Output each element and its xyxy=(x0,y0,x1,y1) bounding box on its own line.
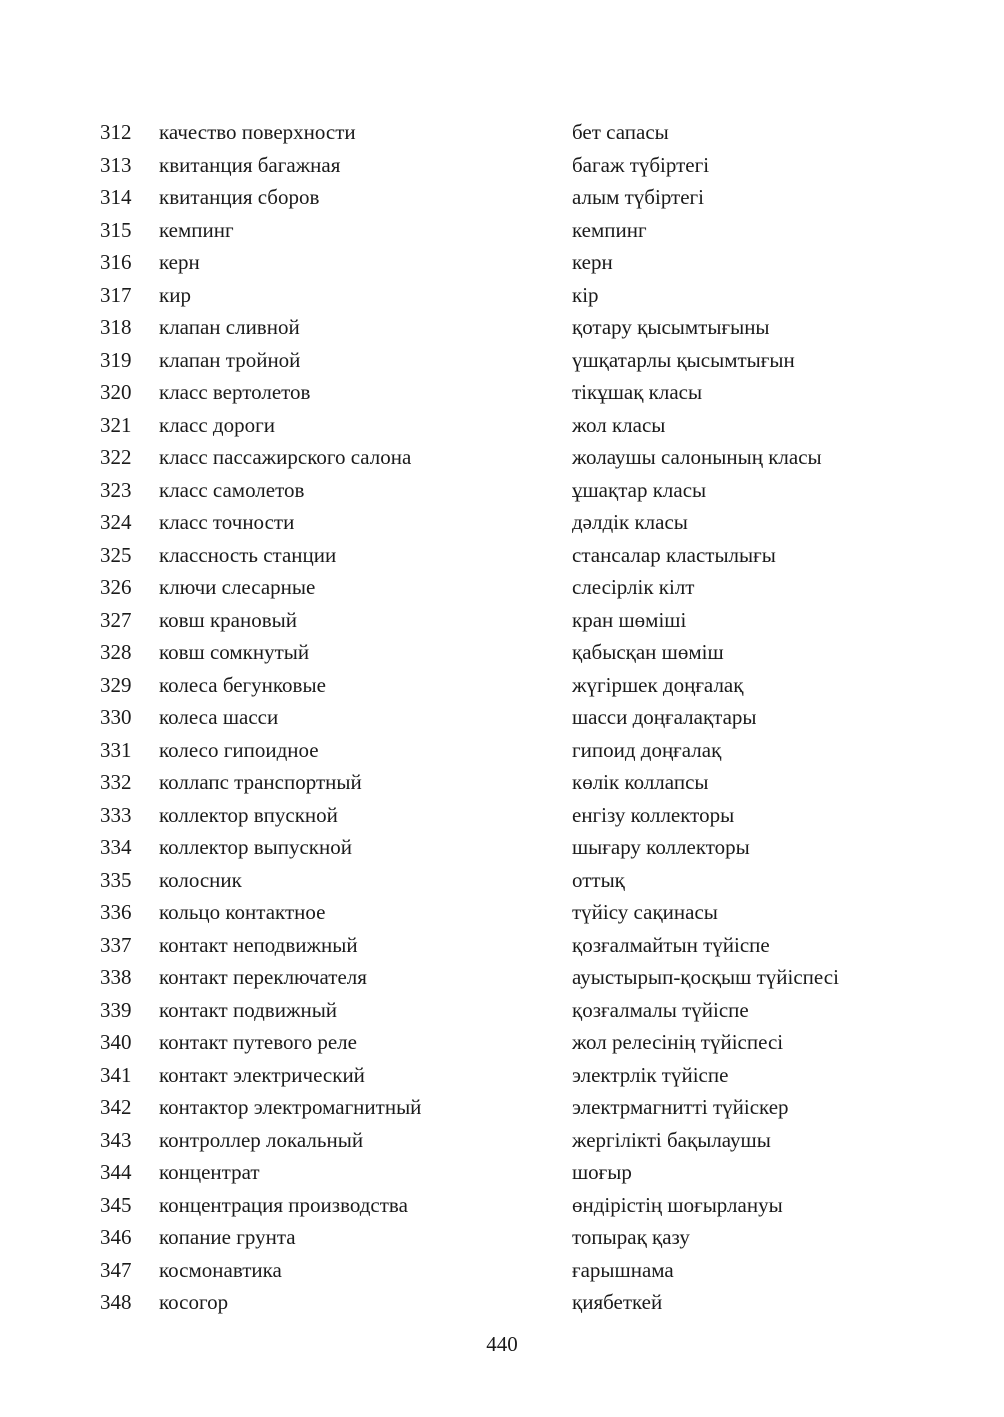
glossary-row xyxy=(0,961,1004,994)
glossary-row xyxy=(0,376,1004,409)
russian-term: классность станции xyxy=(159,542,337,567)
entry-number: 312 xyxy=(100,120,132,144)
russian-term: кир xyxy=(159,282,191,307)
entry-number: 329 xyxy=(100,672,132,697)
russian-term: коллектор впускной xyxy=(159,802,338,827)
glossary-row xyxy=(0,116,1004,149)
entry-number: 343 xyxy=(100,1127,132,1152)
russian-term: коллапс транспортный xyxy=(159,770,362,794)
glossary-row xyxy=(0,246,1004,279)
glossary-row xyxy=(0,831,1004,864)
kazakh-term: жол класы xyxy=(572,412,666,437)
glossary-row xyxy=(0,734,1004,767)
kazakh-term: қиябеткей xyxy=(572,1290,663,1314)
russian-term: коллектор выпускной xyxy=(159,835,352,859)
kazakh-term: слесірлік кілт xyxy=(572,575,695,599)
kazakh-term: ғарышнама xyxy=(572,1257,674,1282)
russian-term: кемпинг xyxy=(159,217,234,242)
kazakh-term: жергілікті бақылаушы xyxy=(572,1127,771,1152)
glossary-row xyxy=(0,149,1004,182)
entry-number: 333 xyxy=(100,802,132,827)
glossary-row xyxy=(0,1091,1004,1124)
glossary-row xyxy=(0,474,1004,507)
russian-term: класс вертолетов xyxy=(159,380,311,404)
glossary-row xyxy=(0,994,1004,1027)
glossary-row xyxy=(0,1156,1004,1189)
russian-term: ключи слесарные xyxy=(159,575,316,599)
kazakh-term: жолаушы салонының класы xyxy=(572,445,822,469)
glossary-row xyxy=(0,604,1004,637)
glossary-row xyxy=(0,311,1004,344)
entry-number: 314 xyxy=(100,185,132,209)
russian-term: концентрат xyxy=(159,1160,260,1184)
kazakh-term: шығару коллекторы xyxy=(572,835,750,859)
glossary-row xyxy=(0,1059,1004,1092)
kazakh-term: кран шөміші xyxy=(572,607,687,632)
kazakh-term: үшқатарлы қысымтығын xyxy=(572,347,795,372)
kazakh-term: қотару қысымтығыны xyxy=(572,315,770,339)
entry-number: 318 xyxy=(100,315,132,339)
entry-number: 327 xyxy=(100,607,132,632)
entry-number: 341 xyxy=(100,1062,132,1087)
glossary-row xyxy=(0,636,1004,669)
russian-term: ковш крановый xyxy=(159,607,297,632)
kazakh-term: электрмагнитті түйіскер xyxy=(572,1095,789,1119)
kazakh-term: ұшақтар класы xyxy=(572,477,707,502)
entry-number: 339 xyxy=(100,997,132,1022)
glossary-row xyxy=(0,701,1004,734)
entry-number: 340 xyxy=(100,1030,132,1054)
kazakh-term: қабысқан шөміш xyxy=(572,640,724,664)
page-number: 440 xyxy=(486,1332,518,1356)
russian-term: класс дороги xyxy=(159,412,275,437)
russian-term: косогор xyxy=(159,1290,229,1314)
kazakh-term: топырақ қазу xyxy=(572,1225,690,1249)
russian-term: качество поверхности xyxy=(159,120,356,144)
entry-number: 344 xyxy=(100,1160,132,1184)
entry-number: 337 xyxy=(100,932,132,957)
kazakh-term: түйісу сақинасы xyxy=(572,900,718,924)
glossary-row xyxy=(0,929,1004,962)
kazakh-term: электрлік түйіспе xyxy=(572,1062,729,1087)
kazakh-term: енгізу коллекторы xyxy=(572,802,735,827)
glossary-row xyxy=(0,864,1004,897)
entry-number: 322 xyxy=(100,445,132,469)
entry-number: 345 xyxy=(100,1192,132,1217)
glossary-row xyxy=(0,539,1004,572)
kazakh-term: шасси доңғалақтары xyxy=(572,705,757,729)
russian-term: клапан сливной xyxy=(159,315,300,339)
entry-number: 323 xyxy=(100,477,132,502)
russian-term: контроллер локальный xyxy=(159,1127,364,1152)
russian-term: кольцо контактное xyxy=(159,900,326,924)
glossary-row xyxy=(0,1221,1004,1254)
glossary-row xyxy=(0,279,1004,312)
entry-number: 315 xyxy=(100,217,132,242)
russian-term: контакт электрический xyxy=(159,1062,365,1087)
kazakh-term: бет сапасы xyxy=(572,120,669,144)
glossary-row xyxy=(0,571,1004,604)
entry-number: 334 xyxy=(100,835,132,859)
kazakh-term: өндірістің шоғырлануы xyxy=(572,1192,783,1217)
entry-number: 320 xyxy=(100,380,132,404)
russian-term: колеса шасси xyxy=(159,705,279,729)
kazakh-term: гипоид доңғалақ xyxy=(572,737,722,762)
russian-term: квитанция сборов xyxy=(159,185,320,209)
kazakh-term: керн xyxy=(572,250,613,274)
kazakh-term: жол релесінің түйіспесі xyxy=(572,1030,784,1054)
entry-number: 348 xyxy=(100,1290,132,1314)
russian-term: колесо гипоидное xyxy=(159,737,319,762)
kazakh-term: оттық xyxy=(572,867,625,892)
glossary-row xyxy=(0,441,1004,474)
glossary-row xyxy=(0,1124,1004,1157)
russian-term: колеса бегунковые xyxy=(159,672,326,697)
russian-term: контакт неподвижный xyxy=(159,932,358,957)
entry-number: 331 xyxy=(100,737,132,762)
entry-number: 330 xyxy=(100,705,132,729)
russian-term: квитанция багажная xyxy=(159,152,341,177)
russian-term: контакт подвижный xyxy=(159,997,338,1022)
kazakh-term: шоғыр xyxy=(572,1160,632,1184)
russian-term: контакт путевого реле xyxy=(159,1030,357,1054)
entry-number: 342 xyxy=(100,1095,132,1119)
kazakh-term: дәлдік класы xyxy=(572,510,688,534)
glossary-row xyxy=(0,896,1004,929)
entry-number: 346 xyxy=(100,1225,132,1249)
entry-number: 319 xyxy=(100,347,132,372)
glossary-row xyxy=(0,1286,1004,1319)
kazakh-term: стансалар кластылығы xyxy=(572,542,776,567)
entry-number: 324 xyxy=(100,510,132,534)
kazakh-term: қозғалмалы түйіспе xyxy=(572,997,749,1022)
russian-term: контактор электромагнитный xyxy=(159,1095,422,1119)
kazakh-term: алым түбіртегі xyxy=(572,185,704,209)
kazakh-term: көлік коллапсы xyxy=(572,770,709,794)
kazakh-term: багаж түбіртегі xyxy=(572,152,710,177)
glossary-row xyxy=(0,669,1004,702)
kazakh-term: кемпинг xyxy=(572,217,647,242)
kazakh-term: жүгіршек доңғалақ xyxy=(572,672,744,697)
russian-term: копание грунта xyxy=(159,1225,296,1249)
russian-term: колосник xyxy=(159,867,242,892)
russian-term: класс точности xyxy=(159,510,295,534)
entry-number: 316 xyxy=(100,250,132,274)
glossary-row xyxy=(0,409,1004,442)
glossary-row xyxy=(0,766,1004,799)
russian-term: клапан тройной xyxy=(159,347,301,372)
glossary-list xyxy=(0,116,1004,1319)
entry-number: 335 xyxy=(100,867,132,892)
russian-term: концентрация производства xyxy=(159,1192,408,1217)
kazakh-term: кір xyxy=(572,282,599,307)
glossary-row xyxy=(0,214,1004,247)
entry-number: 313 xyxy=(100,152,132,177)
russian-term: космонавтика xyxy=(159,1257,282,1282)
entry-number: 325 xyxy=(100,542,132,567)
entry-number: 338 xyxy=(100,965,132,989)
glossary-row xyxy=(0,506,1004,539)
entry-number: 336 xyxy=(100,900,132,924)
russian-term: ковш сомкнутый xyxy=(159,640,310,664)
kazakh-term: ауыстырып-қосқыш түйіспесі xyxy=(572,965,839,989)
kazakh-term: тікұшақ класы xyxy=(572,380,703,404)
glossary-row xyxy=(0,799,1004,832)
entry-number: 347 xyxy=(100,1257,132,1282)
glossary-row xyxy=(0,1254,1004,1287)
entry-number: 321 xyxy=(100,412,132,437)
glossary-row xyxy=(0,1189,1004,1222)
entry-number: 332 xyxy=(100,770,132,794)
entry-number: 326 xyxy=(100,575,132,599)
russian-term: контакт переключателя xyxy=(159,965,367,989)
entry-number: 317 xyxy=(100,282,132,307)
glossary-row xyxy=(0,344,1004,377)
russian-term: класс пассажирского салона xyxy=(159,445,412,469)
russian-term: керн xyxy=(159,250,200,274)
entry-number: 328 xyxy=(100,640,132,664)
glossary-row xyxy=(0,1026,1004,1059)
kazakh-term: қозғалмайтын түйіспе xyxy=(572,932,770,957)
russian-term: класс самолетов xyxy=(159,477,305,502)
glossary-row xyxy=(0,181,1004,214)
